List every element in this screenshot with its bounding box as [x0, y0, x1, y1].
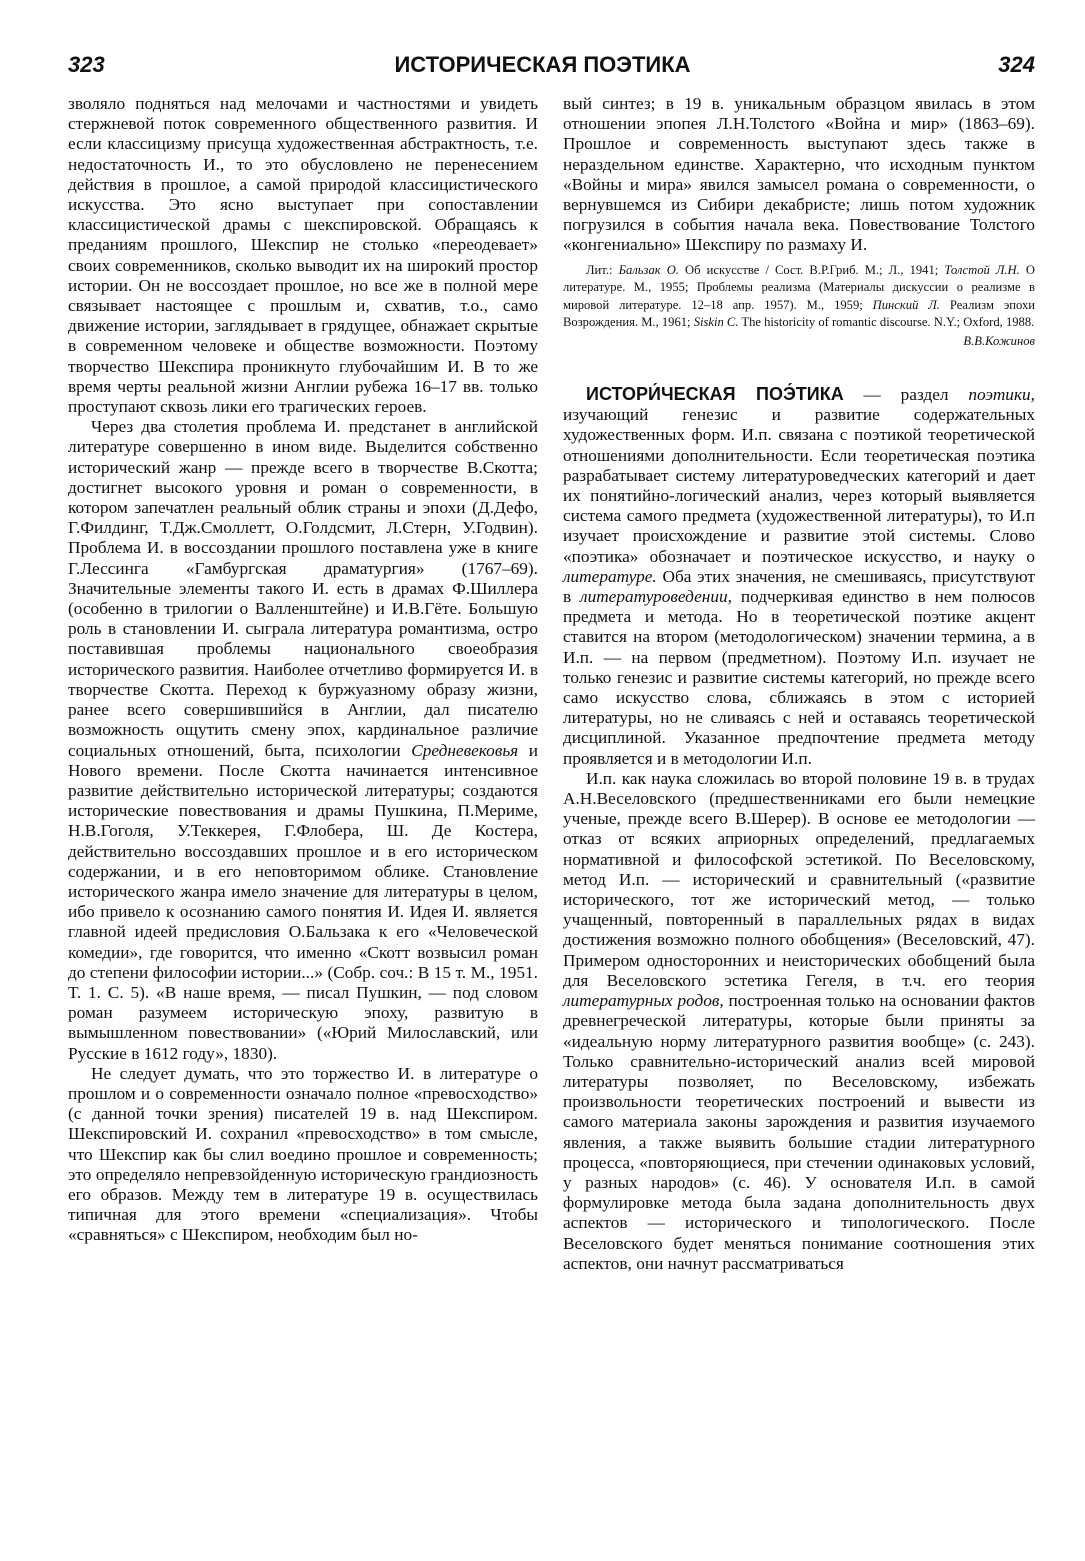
entry-paragraph: [563, 384, 1035, 769]
paragraph: [563, 769, 1035, 1274]
author-signature: В.В.Кожинов: [963, 334, 1035, 348]
italic-term: литературных родов,: [563, 991, 724, 1011]
lit-title: Реализм эпохи Возрождения. М., 1961;: [563, 297, 1035, 330]
paragraph: [68, 417, 538, 1064]
text-run: Через два столетия проблема И. предстанет в английской литературе совершенно в ином виде. Выделится собственно исторический жанр — прежде всего в творчестве В.Скотта; достигнет высокого уровня и роман о современности, в котором запечатлен реальный облик страны и эпохи (Д.Дефо, Г.Филдинг, Т.Дж.Смоллетт, О.Голдсмит, Л.Стерн, У.Годвин). Проблема И. в воссоздании прошлого поставлена уже в книге Г.Лессинга «Гамбургская драматургия» (1767–69). Значительные элементы такого И. есть в драмах Ф.Шиллера (особенно в трилогии о Валленштейне) и И.В.Гёте. Большую роль в становлении И. сыграла литература романтизма, остро поставившая проблемы национального своеобразия исторического развития. Наиболее отчетливо формируется И. в творчестве Скотта. Переход к буржуазному образу жизни, ранее всего совершившийся в Англии, дал писателю возможность ощутить смену эпох, кардинальное различие социальных отношений, быта, психологии: [68, 417, 538, 760]
column-right: [563, 94, 1035, 1274]
text-run: изучающий генезис и развитие содержательных художественных форм. И.п. связана с поэтикой теоретической отношениями дополнительности. Если теоретическая поэтика разрабатывает систему литературоведческих категорий и дает их понятийно-логический анализ, через который выявляется система самого предмета (художественной литературы), то И.п изучает происхождение и развитие этой системы. Слово «поэтика» обозначает и поэтическое искусство, и науку о: [563, 405, 1035, 566]
lit-author: Siskin C.: [693, 315, 739, 330]
lit-label: Лит.:: [586, 262, 619, 277]
italic-term: литературе.: [563, 566, 657, 586]
italic-term: Средневековья: [411, 740, 519, 760]
lit-title: The historicity of romantic discourse. N.Y.; Oxford, 1988.: [738, 315, 1035, 330]
page-number-left: 323: [68, 52, 105, 77]
text-run: и Нового времени. После Скотта начинается интенсивное развитие действительно исторической литературы; создаются исторические повествования и драмы Пушкина, П.Мериме, Н.В.Гоголя, У.Теккерея, Г.Флобера, Ш. Де Костера, действительно воссоздавших прошлое и в его историческом содержании, и в его неповторимом облике. Становление исторического жанра имело значение для литературы в целом, ибо привело к осознанию самого понятия И. Идея И. является главной идеей предисловия О.Бальзака к его «Человеческой комедии», где говорится, что именно «Скотт возвысил роман до степени философии истории...» (Собр. соч.: В 15 т. М., 1951. Т. 1. С. 5). «В наше время, — писал Пушкин, — под словом роман разумеем историческую эпоху, развитую в вымышленном повествовании» («Юрий Милославский, или Русские в 1612 году», 1830).: [68, 740, 538, 1063]
page-number-right: 324: [998, 52, 1035, 77]
lit-author: Толстой Л.Н.: [944, 262, 1020, 277]
text-run: И.п. как наука сложилась во второй половине 19 в. в трудах А.Н.Веселовского (предшественниками его были немецкие ученые, прежде всего В.Шерер). В основе ее методологии — отказ от всяких априорных определений, предлагаемых нормативной и философской эстетикой. По Веселовскому, метод И.п. — исторический и сравнительный («развитие исторического, тот же исторический метод, — только учащенный, повторенный в параллельных рядах в видах достижения возможно полного обобщения» (Веселовский, 47). Примером односторонних и неисторических обобщений была для Веселовского эстетика Гегеля, в т.ч. его теория: [563, 768, 1035, 990]
lit-author: Пинский Л.: [872, 297, 940, 312]
italic-term: поэтики,: [968, 385, 1035, 404]
paragraph: Не следует думать, что это торжество И. в литературе о прошлом и о современности означало полное «превосходство» (с данной точки зрения) писателей 19 в. над Шекспиром. Шекспировский И. сохранил «превосходство» в том смысле, что Шекспир как бы слил воедино прошлое и современность; это определяло непревзойденную историческую грандиозность его образов. Между тем в литературе 19 в. осуществилась типичная для этого времени «специализация». Чтобы «сравняться» с Шекспиром, необходим был но-: [68, 1063, 538, 1245]
running-title: ИСТОРИЧЕСКАЯ ПОЭТИКА: [394, 52, 691, 77]
text-run: Оба этих значения, не смешиваясь, присутствуют в: [563, 566, 1035, 607]
column-left: [68, 94, 538, 1246]
text-run: — раздел: [843, 385, 969, 404]
literature-list: [563, 262, 1035, 332]
paragraph: вый синтез; в 19 в. уникальным образцом явилась в этом отношении эпопея Л.Н.Толстого «Война и мир» (1863–69). Прошлое и современность выступают здесь также в нераздельном единстве. Характерно, что исходным пунктом «Войны и мира» явился замысел романа о современности, о вернувшемся из Сибири декабристе; лишь потом художник погрузился в события начала века. Повествование Толстого «конгениально» Шекспиру по размаху И.: [563, 94, 1035, 255]
lit-author: Бальзак О.: [618, 262, 679, 277]
text-run: построенная только на основании фактов древнегреческой литературы, которые были приняты за «идеальную норму литературного развития вообще» (с. 243). Только сравнительно-исторический анализ всей мировой литературы позволяет, по Веселовскому, избежать произвольности теоретических построений и вывести из самого материала законы зарождения и развития изучаемого явления, а также выявить большие стадии литературного процесса, «повторяющиеся, при стечении одинаковых условий, у разных народов» (с. 46). У основателя И.п. в самой формулировке метода была задана дополнительность двух аспектов — исторического и типологического. После Веселовского будет меняться понимание соотношения этих аспектов, они начнут рассматриваться: [563, 991, 1036, 1273]
lit-title: О литературе. М., 1955; Проблемы реализма (Материалы дискуссии о реализме в мировой литературе. 12–18 апр. 1957). М., 1959;: [563, 262, 1035, 312]
paragraph: зволяло подняться над мелочами и частностями и увидеть стержневой поток современного общественного развития. И если классицизму присуща художественная абстрактность, т.е. недостаточность И., то это обусловлено не перенесением действия в прошлое, а самой природой классицистического искусства. Это ясно выступает при сопоставлении классицистической драмы с шекспировской. Обращаясь к преданиям прошлого, Шекспир не столько «переодевает» своих современников, сколько выводит их на широкий простор истории. Он не воссоздает прошлое, но все же в полной мере связывает настоящее с прошлым и, схватив, т.о., само движение истории, заглядывает в грядущее, обнажает скрытые в современном человеке и обществе возможности. Поэтому творчество Шекспира проникнуто глубочайшим И. В то же время черты реальной жизни Англии рубежа 16–17 вв. только проступают сквозь лики его трагических героев.: [68, 94, 538, 417]
entry-title: ИСТОРИ́ЧЕСКАЯ ПОЭ́ТИКА: [586, 384, 844, 404]
text-run: подчеркивая единство в нем полюсов предмета и метода. Но в теоретической поэтике акцент ставится на втором (методологическом) значении термина, а в И.п. — на первом (предметном). Поэтому И.п. изучает не только генезис и развитие системы категорий, но прежде всего само искусство слова, сближаясь в этом с историей литературы, но не сливаясь с ней и оставаясь теоретической дисциплиной. Указанное предпочтение предмета методу проявляется и в методологии И.п.: [563, 587, 1035, 768]
italic-term: литературоведении,: [580, 587, 732, 607]
lit-title: Об искусстве / Сост. В.Р.Гриб. М.; Л., 1941;: [678, 262, 945, 277]
page-header: [0, 52, 1085, 92]
